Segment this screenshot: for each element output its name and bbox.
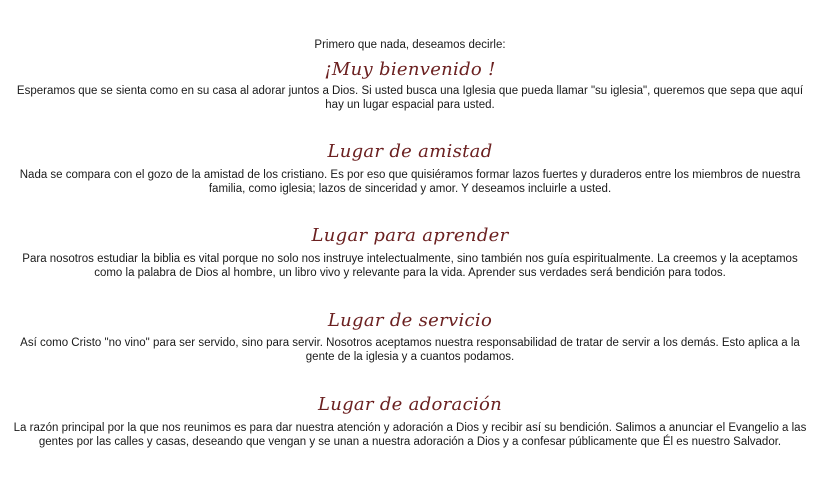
section-paragraph-amistad: Nada se compara con el gozo de la amistad de los cristiano. Es por eso que quisiéramos formar lazos fuertes y duraderos entre los miembros de nuestra familia, como iglesia; lazos de sinceridad y amor. Y deseamos incluirle a usted.: [19, 169, 801, 195]
section-paragraph-aprender: Para nosotros estudiar la biblia es vital porque no solo nos instruye intelectualmente, sino también nos guía espiritualmente. La creemos y la aceptamos como la palabra de Dios al hombre, un libro vivo y relevante para la vida. Aprender sus verdades será bendición para todos.: [22, 253, 798, 279]
section-paragraph-adoracion: La razón principal por la que nos reunimos es para dar nuestra atención y adoración a Dios y recibir así su bendición. Salimos a anunciar el Evangelio a las gentes por las calles y casas, deseando que vengan y se unan a nuestra adoración a Dios y a confesar públicamente que Él es nuestro Salvador.: [13, 422, 807, 448]
section-heading-servicio: Lugar de servicio: [327, 310, 493, 331]
section-paragraph-servicio: Así como Cristo "no vino" para ser servido, sino para servir. Nosotros aceptamos nuestra responsabilidad de tratar de servir a los demás. Esto aplica a la gente de la iglesia y a cuantos podamos.: [20, 337, 800, 363]
section-heading-adoracion: Lugar de adoración: [317, 394, 503, 415]
welcome-paragraph: Esperamos que se sienta como en su casa al adorar juntos a Dios. Si usted busca una Iglesia que pueda llamar "su iglesia", queremos que sepa que aquí hay un lugar espacial para usted.: [16, 85, 804, 111]
welcome-heading: ¡Muy bienvenido !: [324, 59, 496, 80]
section-heading-amistad: Lugar de amistad: [327, 141, 493, 162]
intro-lead: Primero que nada, deseamos decirle:: [314, 39, 506, 51]
section-heading-aprender: Lugar para aprender: [311, 225, 509, 246]
